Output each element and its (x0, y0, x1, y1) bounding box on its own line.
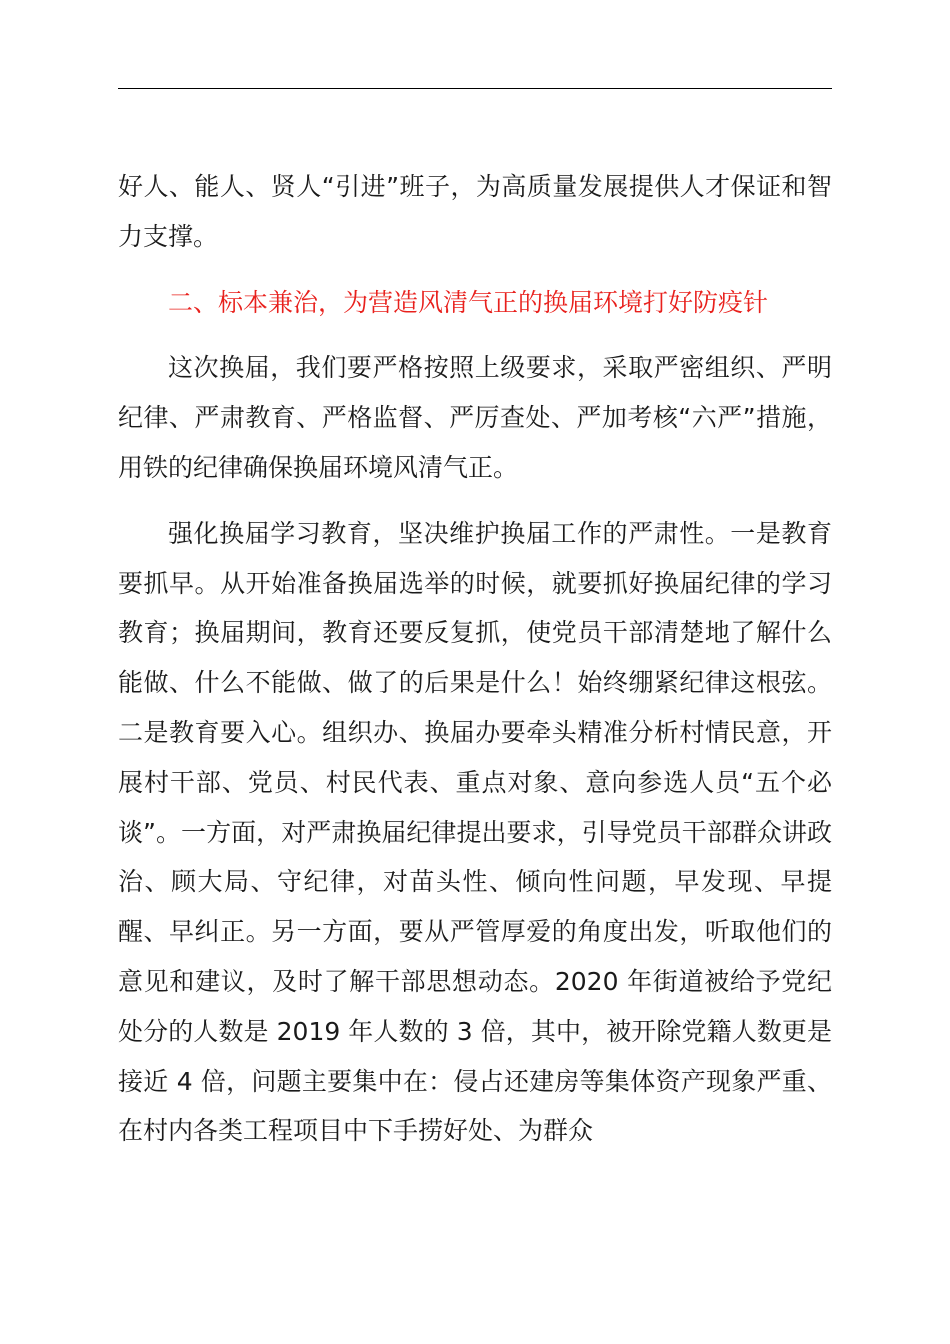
header-rule (118, 88, 832, 89)
document-body (118, 162, 832, 1172)
continued-paragraph: 好人、能人、贤人“引进”班子，为高质量发展提供人才保证和智力支撑。 (118, 172, 832, 251)
section-heading: 二、标本兼治，为营造风清气正的换届环境打好防疫针 (168, 287, 769, 317)
paragraph-2: 强化换届学习教育，坚决维护换届工作的严肃性。一是教育要抓早。从开始准备换届选举的时候，就要抓好换届纪律的学习教育；换届期间，教育还要反复抓，使党员干部清楚地了解什么能做、什么不能做、做了的后果是什么！始终绷紧纪律这根弦。二是教育要入心。组织办、换届办要牵头精准分析村情民意，开展村干部、党员、村民代表、重点对象、意向参选人员“五个必谈”。一方面，对严肃换届纪律提出要求，引导党员干部群众讲政治、顾大局、守纪律，对苗头性、倾向性问题，早发现、早提醒、早纠正。另一方面，要从严管厚爱的角度出发，听取他们的意见和建议，及时了解干部思想动态。2020 年街道被给予党纪处分的人数是 2019 年人数的 3 倍，其中，被开除党籍人数更是接近 4 倍，问题主要集中在：侵占还建房等集体资产现象严重、在村内各类工程项目中下手捞好处、为群众 (118, 518, 832, 1146)
paragraph-1: 这次换届，我们要严格按照上级要求，采取严密组织、严明纪律、严肃教育、严格监督、严厉查处、严加考核“六严”措施，用铁的纪律确保换届环境风清气正。 (118, 353, 832, 482)
